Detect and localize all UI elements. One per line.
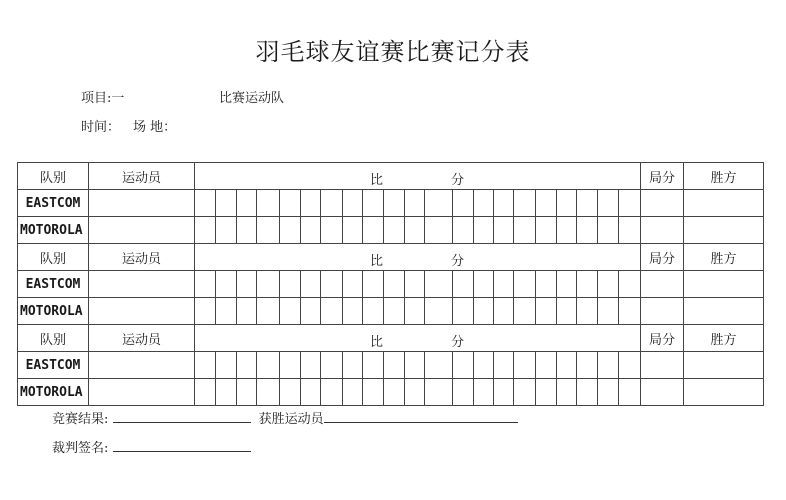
score-cell[interactable] [405,379,425,406]
score-cell[interactable] [384,271,405,298]
player-cell[interactable] [89,352,195,379]
score-cell[interactable] [425,379,453,406]
game-score-cell[interactable] [641,352,684,379]
player-header: 运动员 [89,325,195,352]
score-cell[interactable] [494,298,514,325]
result-line[interactable] [113,410,251,423]
score-cell[interactable] [257,379,280,406]
score-cell[interactable] [384,298,405,325]
score-header-right: 分 [451,173,465,188]
score-cell[interactable] [343,379,363,406]
team-header: 队别 [18,163,89,190]
game-score-cell[interactable] [641,271,684,298]
score-cell[interactable] [195,298,216,325]
score-cell[interactable] [195,271,216,298]
game-score-cell[interactable] [641,379,684,406]
score-cell[interactable] [425,271,453,298]
score-cell[interactable] [598,217,619,244]
score-cell[interactable] [598,379,619,406]
score-cell[interactable] [536,352,557,379]
player-cell[interactable] [89,298,195,325]
score-cell[interactable] [195,352,216,379]
score-cell[interactable] [301,379,321,406]
score-cell[interactable] [321,217,343,244]
score-cell[interactable] [453,379,474,406]
score-cell[interactable] [237,271,257,298]
referee-row [52,437,251,456]
score-cell[interactable] [280,352,301,379]
game-score-header: 局分 [641,325,684,352]
score-cell[interactable] [237,217,257,244]
score-cell[interactable] [257,190,280,217]
result-row [52,408,518,427]
score-table [17,162,764,406]
winner-player-line[interactable] [324,410,518,423]
score-cell[interactable] [257,217,280,244]
score-cell[interactable] [536,298,557,325]
result-label: 竞赛结果: [52,412,109,427]
score-cell[interactable] [216,271,237,298]
score-cell[interactable] [514,217,536,244]
score-cell[interactable] [425,352,453,379]
score-cell[interactable] [453,352,474,379]
score-cell[interactable] [577,379,598,406]
score-cell[interactable] [536,217,557,244]
score-cell[interactable] [453,271,474,298]
team-name: MOTOROLA [18,298,89,325]
score-cell[interactable] [321,379,343,406]
venue-label: 场 地： [133,120,177,135]
winner-cell[interactable] [684,298,764,325]
score-cell[interactable] [280,379,301,406]
score-cell[interactable] [619,271,641,298]
player-cell[interactable] [89,217,195,244]
score-cell[interactable] [363,271,384,298]
winner-cell[interactable] [684,352,764,379]
score-cell[interactable] [195,379,216,406]
score-cell[interactable] [301,352,321,379]
score-cell[interactable] [321,298,343,325]
player-cell[interactable] [89,271,195,298]
team-row [18,298,764,325]
score-cell[interactable] [384,352,405,379]
score-cell[interactable] [405,271,425,298]
score-cell[interactable] [536,379,557,406]
score-header [195,163,641,190]
team-row [18,352,764,379]
player-cell[interactable] [89,379,195,406]
team-header: 队别 [18,244,89,271]
score-cell[interactable] [301,217,321,244]
score-cell[interactable] [216,190,237,217]
time-label: 时间： [81,120,121,135]
score-cell[interactable] [474,217,494,244]
referee-line[interactable] [113,439,251,452]
score-cell[interactable] [195,217,216,244]
score-cell[interactable] [598,271,619,298]
winner-cell[interactable] [684,379,764,406]
score-cell[interactable] [474,379,494,406]
score-cell[interactable] [577,298,598,325]
team-name: EASTCOM [18,190,89,217]
score-cell[interactable] [237,352,257,379]
score-cell[interactable] [598,352,619,379]
team-header: 队别 [18,325,89,352]
score-cell[interactable] [598,190,619,217]
score-cell[interactable] [257,271,280,298]
team-name: EASTCOM [18,352,89,379]
score-cell[interactable] [577,190,598,217]
team-name: MOTOROLA [18,217,89,244]
header-row [18,325,764,352]
game-score-cell[interactable] [641,217,684,244]
page-title: 羽毛球友谊赛比赛记分表 [255,38,531,66]
winner-player-label: 获胜运动员 [258,412,324,427]
team-row [18,217,764,244]
score-cell[interactable] [514,190,536,217]
team-name: MOTOROLA [18,379,89,406]
score-cell[interactable] [363,379,384,406]
team-row [18,379,764,406]
score-header [195,244,641,271]
player-header: 运动员 [89,163,195,190]
score-cell[interactable] [494,217,514,244]
score-cell[interactable] [557,271,577,298]
score-cell[interactable] [363,298,384,325]
score-cell[interactable] [474,298,494,325]
score-cell[interactable] [257,298,280,325]
score-cell[interactable] [343,271,363,298]
winner-cell[interactable] [684,190,764,217]
score-header-right: 分 [451,335,465,350]
score-cell[interactable] [363,217,384,244]
score-cell[interactable] [343,217,363,244]
score-cell[interactable] [301,298,321,325]
score-cell[interactable] [405,298,425,325]
score-header-left: 比 [370,173,384,188]
score-cell[interactable] [301,271,321,298]
header-row [18,163,764,190]
score-cell[interactable] [577,217,598,244]
team-row [18,190,764,217]
winner-cell[interactable] [684,271,764,298]
score-cell[interactable] [280,217,301,244]
score-cell[interactable] [237,190,257,217]
score-cell[interactable] [237,298,257,325]
score-cell[interactable] [453,298,474,325]
score-cell[interactable] [557,379,577,406]
referee-label: 裁判签名: [52,441,109,456]
score-cell[interactable] [280,271,301,298]
score-cell[interactable] [280,298,301,325]
score-header-left: 比 [370,335,384,350]
winner-cell[interactable] [684,217,764,244]
score-cell[interactable] [514,298,536,325]
header-row [18,244,764,271]
score-cell[interactable] [384,379,405,406]
score-cell[interactable] [363,190,384,217]
winner-header: 胜方 [684,163,764,190]
score-cell[interactable] [474,352,494,379]
game-score-cell[interactable] [641,190,684,217]
score-cell[interactable] [257,352,280,379]
winner-header: 胜方 [684,325,764,352]
score-cell[interactable] [619,298,641,325]
score-cell[interactable] [536,190,557,217]
score-cell[interactable] [425,298,453,325]
score-cell[interactable] [343,298,363,325]
score-cell[interactable] [557,217,577,244]
score-cell[interactable] [425,190,453,217]
score-cell[interactable] [514,379,536,406]
game-score-header: 局分 [641,163,684,190]
score-cell[interactable] [343,352,363,379]
score-cell[interactable] [321,352,343,379]
score-cell[interactable] [237,379,257,406]
score-cell[interactable] [577,271,598,298]
score-cell[interactable] [557,190,577,217]
game-score-cell[interactable] [641,298,684,325]
score-cell[interactable] [425,217,453,244]
score-cell[interactable] [494,271,514,298]
team-name: EASTCOM [18,271,89,298]
score-cell[interactable] [453,190,474,217]
player-header: 运动员 [89,244,195,271]
score-cell[interactable] [405,217,425,244]
score-header [195,325,641,352]
score-cell[interactable] [619,379,641,406]
score-header-right: 分 [451,254,465,269]
score-cell[interactable] [474,190,494,217]
score-cell[interactable] [321,271,343,298]
score-cell[interactable] [494,352,514,379]
score-cell[interactable] [280,190,301,217]
team-label: 比赛运动队 [219,91,285,106]
score-cell[interactable] [216,379,237,406]
score-cell[interactable] [557,298,577,325]
score-cell[interactable] [216,352,237,379]
project-label: 项目:一 [81,91,125,106]
score-cell[interactable] [384,190,405,217]
score-cell[interactable] [384,217,405,244]
score-cell[interactable] [216,298,237,325]
score-cell[interactable] [619,190,641,217]
score-cell[interactable] [557,352,577,379]
score-cell[interactable] [577,352,598,379]
score-cell[interactable] [494,379,514,406]
player-cell[interactable] [89,190,195,217]
game-score-header: 局分 [641,244,684,271]
score-cell[interactable] [514,352,536,379]
score-cell[interactable] [405,190,425,217]
score-cell[interactable] [514,271,536,298]
score-header-left: 比 [370,254,384,269]
score-cell[interactable] [619,352,641,379]
score-cell[interactable] [494,190,514,217]
score-cell[interactable] [321,190,343,217]
score-cell[interactable] [216,217,237,244]
score-cell[interactable] [343,190,363,217]
score-cell[interactable] [363,352,384,379]
winner-header: 胜方 [684,244,764,271]
score-cell[interactable] [536,271,557,298]
score-cell[interactable] [405,352,425,379]
team-row [18,271,764,298]
score-cell[interactable] [453,217,474,244]
score-cell[interactable] [598,298,619,325]
score-cell[interactable] [619,217,641,244]
score-cell[interactable] [195,190,216,217]
score-cell[interactable] [301,190,321,217]
score-cell[interactable] [474,271,494,298]
